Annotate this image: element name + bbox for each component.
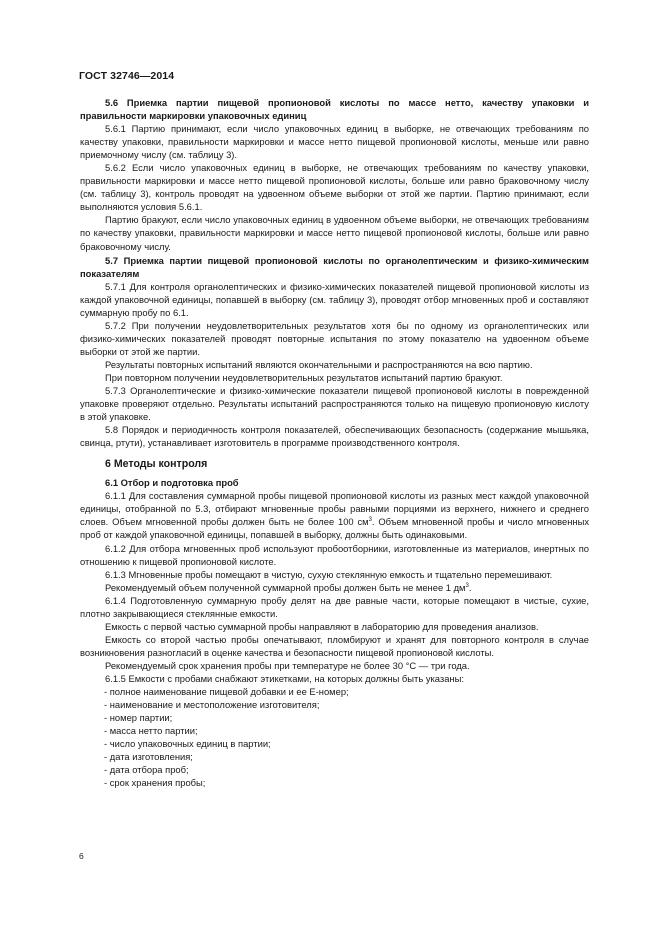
list-item: - дата изготовления; (104, 751, 193, 763)
section-5-7-heading: 5.7 Приемка партии пищевой пропионовой кислоты по органолептическим и физико-химическим показателям (80, 254, 589, 279)
paragraph-6-1-3-volume-text-a: Рекомендуемый объем полученной суммарной пробы должен быть не менее 1 дм (105, 581, 466, 593)
paragraph-5-6-2-cont: Партию бракуют, если число упаковочных единиц в удвоенном объеме выборки, не отвечающих требованиям по качеству упаковки, правильности маркировки и массе нетто пищевой пропионовой кислоты, больше или равно браковочному числу. (80, 214, 589, 252)
list-item: - масса нетто партии; (104, 725, 198, 737)
paragraph-6-1-4-seal: Емкость со второй частью пробы опечатывают, пломбируют и хранят для повторного контроля в случае возникновения разногласий в оценке качества и безопасности пищевой пропионовой кислоты. (80, 633, 589, 658)
section-6-heading: 6 Методы контроля (105, 458, 208, 471)
paragraph-6-1-4-lab: Емкость с первой частью суммарной пробы направляют в лабораторию для проведения анализов. (105, 620, 539, 632)
paragraph-5-6-2: 5.6.2 Если число упаковочных единиц в выборке, не отвечающих требованиям по качеству упаковки, правильности маркировки и массе нетто пищевой пропионовой кислоты, больше или равно браковочному числу (см. таблицу 3), контроль проводят на удвоенном объеме выборки от этой же партии. Партию принимают, если выполняются условия 5.6.1. (80, 162, 589, 213)
page-number: 6 (79, 851, 84, 861)
paragraph-6-1-1-text-a: 6.1.1 Для составления суммарной пробы пищевой пропионовой кислоты из разных мест каждой упаковочной единицы, отобранной по 5.3, отбирают мгновенные пробы равными порциями из верхнего, нижнего и среднего слоев. Объем мгновенной пробы должен быть не более 100 см (80, 490, 589, 528)
paragraph-5-7-1: 5.7.1 Для контроля органолептических и физико-химических показателей пищевой пропионовой кислоты из каждой упаковочной единицы, попавшей в выборку (см. таблицу 3), проводят отбор мгновенных проб и составляют суммарную пробу по 6.1. (80, 280, 589, 318)
paragraph-5-7-2: 5.7.2 При получении неудовлетворительных результатов хотя бы по одному из органолептических или физико-химических показателей проводят повторные испытания по этому показателю на удвоенном объеме выборки от этой же партии. (80, 319, 589, 357)
superscript-cubic: 3 (368, 517, 372, 524)
paragraph-5-7-2-results: Результаты повторных испытаний являются окончательными и распространяются на всю партию. (105, 358, 533, 370)
paragraph-6-1-1 (80, 489, 589, 541)
paragraph-6-1-5: 6.1.5 Емкости с пробами снабжают этикетками, на которых должны быть указаны: (105, 672, 464, 684)
section-6-1-heading: 6.1 Отбор и подготовка проб (105, 477, 239, 489)
list-item: - срок хранения пробы; (104, 777, 206, 789)
paragraph-6-1-3: 6.1.3 Мгновенные пробы помещают в чистую, сухую стеклянную емкость и тщательно перемешивают. (105, 568, 553, 580)
paragraph-5-6-1: 5.6.1 Партию принимают, если число упаковочных единиц в выборке, не отвечающих требованиям по качеству упаковки, правильности маркировки и массе нетто пищевой пропионовой кислоты, меньше или равно приемочному числу (см. таблицу 3). (80, 123, 589, 161)
list-item: - дата отбора проб; (104, 764, 189, 776)
paragraph-5-7-3: 5.7.3 Органолептические и физико-химические показатели пищевой пропионовой кислоты в поврежденной упаковке проверяют отдельно. Результаты испытаний распространяются только на пищевую пропионовую кислоту в этой упаковке. (80, 385, 589, 423)
paragraph-6-1-3-volume (80, 581, 589, 594)
page-header: ГОСТ 32746—2014 (79, 70, 175, 82)
list-item: - наименование и местоположение изготовителя; (104, 699, 320, 711)
paragraph-6-1-4: 6.1.4 Подготовленную суммарную пробу делят на две равные части, которые помещают в чистые, сухие, плотно закрывающиеся стеклянные емкости. (80, 594, 589, 619)
document-body (80, 95, 589, 789)
paragraph-6-1-3-volume-text-b: . (468, 581, 472, 593)
paragraph-6-1-1-text-b: . Объем мгновенной пробы и число мгновенных проб от каждой упаковочной единицы, попавшей в выборку, должны быть одинаковыми. (80, 516, 590, 541)
section-5-6-heading: 5.6 Приемка партии пищевой пропионовой кислоты по массе нетто, качеству упаковки и правильности маркировки упаковочных единиц (80, 97, 589, 122)
superscript-cubic: 3 (465, 582, 469, 589)
paragraph-5-8: 5.8 Порядок и периодичность контроля показателей, обеспечивающих безопасность (содержание мышьяка, свинца, ртути), устанавливает изготовитель в программе производственного контроля. (80, 424, 589, 449)
list-item: - число упаковочных единиц в партии; (104, 738, 271, 750)
list-item: - полное наименование пищевой добавки и ее Е-номер; (104, 686, 349, 698)
list-item: - номер партии; (104, 712, 173, 724)
paragraph-5-7-2-reject: При повторном получении неудовлетворительных результатов испытаний партию бракуют. (105, 371, 503, 383)
paragraph-6-1-4-storage: Рекомендуемый срок хранения пробы при температуре не более 30 °С — три года. (105, 659, 470, 671)
paragraph-6-1-2: 6.1.2 Для отбора мгновенных проб используют пробоотборники, изготовленные из материалов, инертных по отношению к пищевой пропионовой кислоте. (80, 542, 589, 567)
